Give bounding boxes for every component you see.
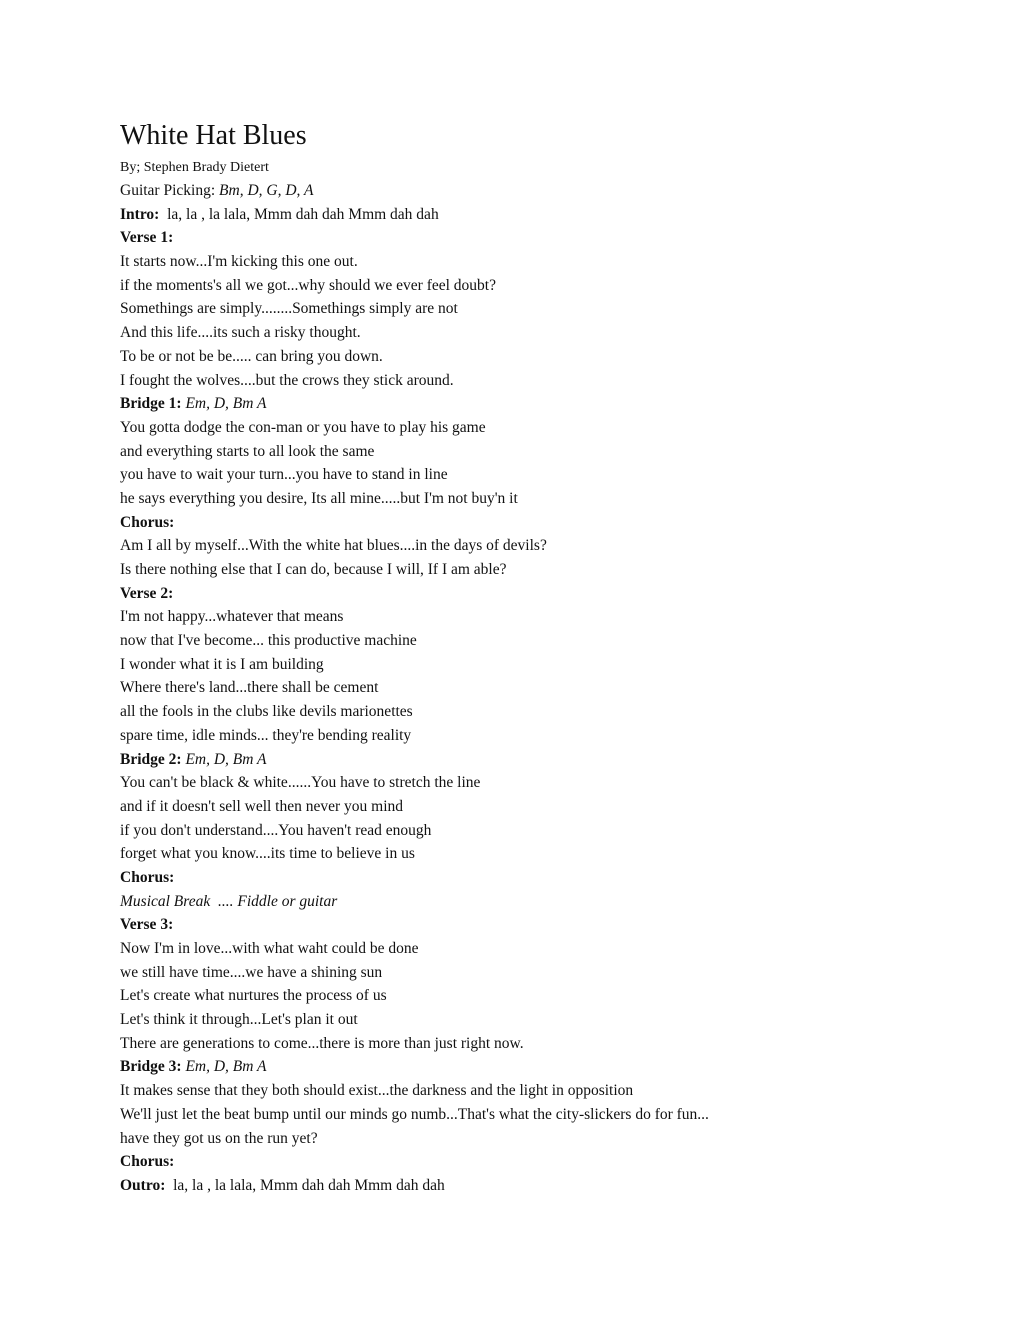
line-text: And this life....its such a risky thought. (120, 324, 361, 342)
line-text: Guitar Picking: (120, 182, 220, 199)
line-text: Am I all by myself...With the white hat blues....in the days of devils? (120, 537, 547, 555)
section-heading-line (120, 392, 900, 416)
line-text: la, la , la lala, Mmm dah dah Mmm dah dah (165, 1176, 445, 1194)
section-heading-line (120, 1055, 900, 1079)
lyric-line (120, 795, 900, 819)
line-text: We'll just let the beat bump until our minds go numb...That's what the city-slickers do for fun... (120, 1105, 709, 1123)
lyric-line (120, 487, 900, 511)
lyric-line (120, 369, 900, 393)
lyric-line (120, 1032, 900, 1056)
section-heading-line (120, 1174, 900, 1198)
line-text: I wonder what it is I am building (120, 655, 324, 673)
song-title: White Hat Blues (120, 120, 307, 151)
chord-or-note-text: Musical Break .... Fiddle or guitar (120, 892, 338, 910)
chord-or-note-text: Em, D, Bm A (185, 1058, 267, 1076)
line-text: Let's create what nurtures the process of us (120, 987, 387, 1005)
section-label: Bridge 2: (120, 750, 182, 768)
lyric-line (120, 724, 900, 748)
lyric-line (120, 984, 900, 1008)
section-label: Chorus: (120, 868, 175, 886)
line-text: have they got us on the run yet? (120, 1129, 318, 1147)
lyric-line (120, 771, 900, 795)
section-heading-line (120, 866, 900, 890)
line-text: I fought the wolves....but the crows they stick around. (120, 371, 454, 389)
section-label: Verse 3: (120, 916, 174, 934)
lyric-line (120, 250, 900, 274)
lyric-line (120, 842, 900, 866)
lyric-line (120, 961, 900, 985)
line-text: la, la , la lala, Mmm dah dah Mmm dah dah (159, 205, 439, 223)
lyric-line (120, 819, 900, 843)
section-label: Verse 2: (120, 584, 174, 602)
line-text: he says everything you desire, Its all mine.....but I'm not buy'n it (120, 489, 518, 507)
lyric-line (120, 416, 900, 440)
chord-or-note-text: Em, D, Bm A (185, 395, 267, 413)
line-text: Let's think it through...Let's plan it out (120, 1011, 358, 1029)
line-text: You gotta dodge the con-man or you have to play his game (120, 418, 486, 436)
lyric-line (120, 1127, 900, 1151)
line-text: There are generations to come...there is more than just right now. (120, 1034, 524, 1052)
line-text: all the fools in the clubs like devils marionettes (120, 703, 413, 721)
section-label: Verse 1: (120, 229, 174, 247)
lyric-line (120, 629, 900, 653)
line-text: and if it doesn't sell well then never you mind (120, 797, 404, 815)
lyrics-body (120, 179, 900, 1198)
section-heading-line (120, 511, 900, 535)
lyric-line (120, 345, 900, 369)
line-text: if you don't understand....You haven't read enough (120, 821, 432, 839)
section-label: Chorus: (120, 1153, 175, 1171)
section-label: Chorus: (120, 513, 175, 531)
lyric-line (120, 676, 900, 700)
section-heading-line (120, 913, 900, 937)
line-text: if the moments's all we got...why should we ever feel doubt? (120, 276, 496, 294)
lyric-line (120, 440, 900, 464)
line-text: forget what you know....its time to believe in us (120, 845, 415, 863)
lyric-line (120, 890, 900, 914)
lyric-line (120, 558, 900, 582)
lyric-line (120, 653, 900, 677)
line-text: you have to wait your turn...you have to stand in line (120, 466, 448, 484)
lyric-line (120, 321, 900, 345)
line-text: Now I'm in love...with what waht could be done (120, 940, 419, 957)
lyric-line (120, 297, 900, 321)
section-label: Bridge 3: (120, 1058, 182, 1076)
line-text: and everything starts to all look the same (120, 442, 375, 460)
line-text: Is there nothing else that I can do, because I will, If I am able? (120, 561, 507, 578)
line-text: To be or not be be..... can bring you down. (120, 347, 383, 365)
lyric-line (120, 937, 900, 961)
lyric-line (120, 1079, 900, 1103)
line-text: now that I've become... this productive machine (120, 632, 417, 650)
lyric-line (120, 463, 900, 487)
line-text: Somethings are simply........Somethings simply are not (120, 300, 458, 318)
lyric-line (120, 700, 900, 724)
section-heading-line (120, 582, 900, 606)
line-text: Where there's land...there shall be cement (120, 679, 379, 697)
section-label: Bridge 1: (120, 395, 182, 413)
author-byline: By; Stephen Brady Dietert (120, 160, 269, 175)
section-label: Intro: (120, 205, 160, 223)
chord-or-note-text: Em, D, Bm A (185, 750, 267, 768)
chord-or-note-text: Bm, D, G, D, A (219, 182, 314, 199)
lyric-line (120, 274, 900, 298)
section-heading-line (120, 226, 900, 250)
lyric-line (120, 605, 900, 629)
section-heading-line (120, 1150, 900, 1174)
line-text: It makes sense that they both should exist...the darkness and the light in opposition (120, 1082, 634, 1100)
lyric-line (120, 1103, 900, 1127)
section-heading-line (120, 203, 900, 227)
lyric-line (120, 534, 900, 558)
line-text: I'm not happy...whatever that means (120, 608, 344, 626)
lyric-line (120, 1008, 900, 1032)
section-label: Outro: (120, 1176, 166, 1194)
section-heading-line (120, 748, 900, 772)
line-text: It starts now...I'm kicking this one out. (120, 253, 358, 271)
line-text: spare time, idle minds... they're bending reality (120, 726, 412, 744)
lyric-line (120, 179, 900, 203)
line-text: we still have time....we have a shining sun (120, 963, 383, 981)
line-text: You can't be black & white......You have to stretch the line (120, 774, 481, 792)
